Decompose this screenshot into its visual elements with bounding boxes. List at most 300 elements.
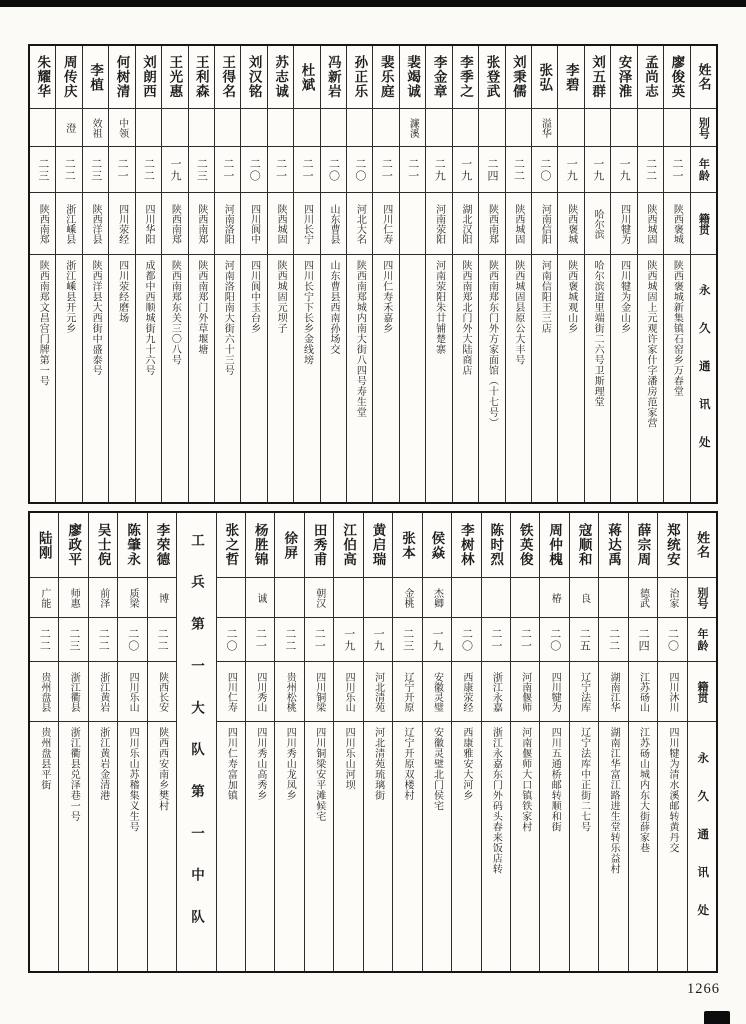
name-cell xyxy=(162,46,187,108)
name-text: 张之哲 xyxy=(223,523,239,567)
address-cell xyxy=(373,254,398,502)
native-cell xyxy=(658,661,686,721)
native-cell xyxy=(241,192,266,254)
name-cell xyxy=(305,513,333,577)
address-text: 浙江衢县兑泽巷一号 xyxy=(68,727,80,822)
alias-cell xyxy=(30,577,58,617)
native-cell xyxy=(506,192,531,254)
native-text: 四川荥经 xyxy=(116,203,128,244)
alias-cell xyxy=(373,108,398,146)
age-cell xyxy=(373,146,398,192)
person-column xyxy=(274,513,303,971)
address-cell xyxy=(540,721,568,971)
address-cell xyxy=(688,721,716,971)
age-text: 一九 xyxy=(591,157,604,182)
person-column xyxy=(161,46,187,502)
name-cell xyxy=(189,46,214,108)
address-text: 四川长宁下长乡金线塝 xyxy=(301,260,313,365)
native-text: 浙江衢县 xyxy=(68,671,80,712)
person-column xyxy=(245,513,274,971)
age-cell xyxy=(215,146,240,192)
person-column xyxy=(422,513,451,971)
native-cell xyxy=(393,661,421,721)
name-cell xyxy=(268,46,293,108)
alias-cell xyxy=(275,577,303,617)
name-cell xyxy=(506,46,531,108)
alias-text: 别号 xyxy=(695,586,708,609)
alias-cell xyxy=(56,108,81,146)
roster-table-bottom xyxy=(28,511,718,973)
address-text: 四川五通桥邮转顺和街 xyxy=(549,727,561,832)
alias-cell xyxy=(241,108,266,146)
address-text: 西康雅安大河乡 xyxy=(460,727,472,801)
native-cell xyxy=(83,192,108,254)
age-text: 二一 xyxy=(670,157,683,182)
alias-cell xyxy=(691,108,716,146)
age-text: 二一 xyxy=(313,627,326,652)
address-cell xyxy=(30,254,55,502)
native-cell xyxy=(268,192,293,254)
address-cell xyxy=(585,254,610,502)
age-text: 二二 xyxy=(97,627,110,652)
alias-cell xyxy=(136,108,161,146)
native-cell xyxy=(532,192,557,254)
native-cell xyxy=(334,661,362,721)
address-text: 四川仁寿禾嘉乡 xyxy=(380,260,392,334)
alias-text: 师惠 xyxy=(68,587,80,608)
alias-cell xyxy=(215,108,240,146)
name-cell xyxy=(334,513,362,577)
native-text: 河北清苑 xyxy=(372,671,384,712)
age-text: 二一 xyxy=(489,627,502,652)
age-cell xyxy=(321,146,346,192)
name-text: 廖政平 xyxy=(66,523,82,567)
address-text: 陕西南郑门外草堰塘 xyxy=(195,260,207,355)
alias-cell xyxy=(59,577,87,617)
age-text: 二一 xyxy=(519,627,532,652)
age-cell xyxy=(347,146,372,192)
native-text: 四川仁寿 xyxy=(380,203,392,244)
address-cell xyxy=(426,254,451,502)
address-text: 陕西褒城新集镇石窑乡万春堂 xyxy=(671,260,683,397)
native-cell xyxy=(59,661,87,721)
age-text: 二二 xyxy=(644,157,657,182)
native-text: 河南荥阳 xyxy=(433,203,445,244)
address-cell xyxy=(400,254,425,502)
address-cell xyxy=(217,721,245,971)
address-text: 辽宁法库中正街二七号 xyxy=(578,727,590,832)
person-column xyxy=(30,513,58,971)
person-column xyxy=(452,46,478,502)
age-cell xyxy=(691,146,716,192)
name-cell xyxy=(30,46,55,108)
native-cell xyxy=(373,192,398,254)
address-text: 陕西西安南乡樊村 xyxy=(156,727,168,811)
age-text: 二〇 xyxy=(460,627,473,652)
native-text: 陕西城固 xyxy=(512,203,524,244)
scan-edge-artifact-top xyxy=(0,0,746,7)
native-text: 山东曹县 xyxy=(327,203,339,244)
name-text: 李树林 xyxy=(458,523,474,567)
address-cell xyxy=(241,254,266,502)
alias-cell xyxy=(511,577,539,617)
age-cell xyxy=(506,146,531,192)
age-cell xyxy=(109,146,134,192)
address-cell xyxy=(189,254,214,502)
name-cell xyxy=(321,46,346,108)
name-text: 刘秉儒 xyxy=(510,55,526,99)
name-cell xyxy=(629,513,657,577)
native-cell xyxy=(453,192,478,254)
address-text: 贵州盘县平街 xyxy=(38,727,50,790)
person-column xyxy=(610,46,636,502)
age-text: 二〇 xyxy=(126,627,139,652)
name-text: 侯焱 xyxy=(429,530,445,560)
age-cell xyxy=(688,617,716,661)
age-cell xyxy=(148,617,176,661)
address-text: 陕西城固上元观许家什字潘房范家营 xyxy=(645,260,656,428)
person-column xyxy=(240,46,266,502)
unit-label-text: 工兵第一大队第一中队 xyxy=(188,532,204,952)
name-text: 杜斌 xyxy=(299,62,315,92)
age-cell xyxy=(30,146,55,192)
native-text: 辽宁开原 xyxy=(402,671,414,712)
address-text: 浙江永嘉东门外码头春来饭店转 xyxy=(490,727,502,874)
address-text: 哈尔滨道里端街二六号卫斯理堂 xyxy=(592,260,604,407)
address-cell xyxy=(268,254,293,502)
age-cell xyxy=(59,617,87,661)
address-text: 浙江嵊县开元乡 xyxy=(63,260,75,334)
native-text: 浙江嵊县 xyxy=(63,203,75,244)
address-text: 四川犍为清水溪邮转黄丹交 xyxy=(666,727,678,853)
name-cell xyxy=(294,46,319,108)
name-cell xyxy=(217,513,245,577)
age-cell xyxy=(162,146,187,192)
name-text: 田秀甫 xyxy=(311,523,327,567)
name-text: 刘朗西 xyxy=(140,55,156,99)
age-cell xyxy=(423,617,451,661)
alias-text: 诚 xyxy=(254,592,266,603)
address-text: 四川乐山苏稽集义生号 xyxy=(127,727,139,832)
alias-cell xyxy=(426,108,451,146)
alias-text: 德武 xyxy=(637,587,649,608)
name-cell xyxy=(691,46,716,108)
person-column xyxy=(333,513,362,971)
name-text: 姓名 xyxy=(696,63,712,91)
name-cell xyxy=(688,513,716,577)
age-text: 一九 xyxy=(459,157,472,182)
address-cell xyxy=(30,721,58,971)
name-text: 李荣德 xyxy=(154,523,170,567)
native-cell xyxy=(570,661,598,721)
alias-text: 质梁 xyxy=(127,587,139,608)
person-column xyxy=(216,513,245,971)
address-text: 陕西城固元坝子 xyxy=(275,260,287,334)
native-text: 哈尔滨 xyxy=(592,208,604,239)
person-column xyxy=(320,46,346,502)
person-column xyxy=(147,513,176,971)
person-column xyxy=(372,46,398,502)
native-text: 辽宁法库 xyxy=(578,671,590,712)
address-cell xyxy=(89,721,117,971)
name-text: 何树清 xyxy=(114,55,130,99)
native-text: 安徽灵璧 xyxy=(431,671,443,712)
age-text: 一九 xyxy=(431,627,444,652)
alias-text: 广能 xyxy=(38,587,50,608)
alias-cell xyxy=(400,108,425,146)
age-cell xyxy=(56,146,81,192)
native-cell xyxy=(426,192,451,254)
address-cell xyxy=(136,254,161,502)
alias-cell xyxy=(109,108,134,146)
name-cell xyxy=(241,46,266,108)
native-text: 四川乐山 xyxy=(127,671,139,712)
address-text: 陕西褒城观山乡 xyxy=(565,260,577,334)
age-text: 二一 xyxy=(274,157,287,182)
name-text: 孟尚志 xyxy=(642,55,658,99)
name-text: 张弘 xyxy=(537,62,553,92)
address-cell xyxy=(658,721,686,971)
name-text: 朱耀华 xyxy=(35,55,51,99)
native-cell xyxy=(423,661,451,721)
roster-content xyxy=(28,44,718,973)
unit-label-cell xyxy=(177,513,215,971)
name-text: 刘汉铭 xyxy=(246,55,262,99)
age-text: 二三 xyxy=(89,157,102,182)
native-text: 西康荥经 xyxy=(460,671,472,712)
name-cell xyxy=(364,513,392,577)
person-column xyxy=(117,513,146,971)
age-text: 二四 xyxy=(486,157,499,182)
native-cell xyxy=(136,192,161,254)
name-cell xyxy=(393,513,421,577)
age-cell xyxy=(585,146,610,192)
native-cell xyxy=(189,192,214,254)
age-text: 二〇 xyxy=(666,627,679,652)
native-cell xyxy=(162,192,187,254)
age-cell xyxy=(638,146,663,192)
address-text: 河南荥阳朱廿铺楚寨 xyxy=(433,260,445,355)
name-text: 铁英俊 xyxy=(517,523,533,567)
address-text: 四川铜梁安平滩候宅 xyxy=(313,727,325,822)
native-text: 河南偃师 xyxy=(519,671,531,712)
address-text: 四川秀山高秀乡 xyxy=(254,727,266,801)
native-cell xyxy=(321,192,346,254)
native-cell xyxy=(364,661,392,721)
address-cell xyxy=(453,254,478,502)
address-cell xyxy=(599,721,627,971)
age-text: 二三 xyxy=(401,627,414,652)
native-text: 陕西洋县 xyxy=(90,203,102,244)
address-text: 辽宁开原双楼村 xyxy=(402,727,414,801)
age-cell xyxy=(558,146,583,192)
address-cell xyxy=(321,254,346,502)
age-cell xyxy=(532,146,557,192)
name-cell xyxy=(426,46,451,108)
person-column xyxy=(88,513,117,971)
age-text: 二〇 xyxy=(248,157,261,182)
native-cell xyxy=(148,661,176,721)
name-cell xyxy=(89,513,117,577)
address-text: 四川犍为金山乡 xyxy=(618,260,630,334)
native-text: 贵州松桃 xyxy=(284,671,296,712)
age-cell xyxy=(334,617,362,661)
name-cell xyxy=(400,46,425,108)
address-text: 陕西城固县原公大丰号 xyxy=(512,260,524,365)
name-cell xyxy=(30,513,58,577)
native-cell xyxy=(305,661,333,721)
address-text: 河北清苑琉璃街 xyxy=(372,727,384,801)
name-cell xyxy=(611,46,636,108)
native-cell xyxy=(347,192,372,254)
name-text: 廖俊英 xyxy=(669,55,685,99)
age-text: 一九 xyxy=(168,157,181,182)
name-text: 裴竭诚 xyxy=(405,55,421,99)
age-cell xyxy=(482,617,510,661)
person-column xyxy=(363,513,392,971)
native-text: 河南洛阳 xyxy=(222,203,234,244)
address-text: 四川阆中玉台乡 xyxy=(248,260,260,334)
age-text: 二二 xyxy=(156,627,169,652)
name-text: 周仲槐 xyxy=(547,523,563,567)
age-cell xyxy=(275,617,303,661)
age-cell xyxy=(664,146,689,192)
address-text: 河南洛阳南大街六十三号 xyxy=(222,260,234,376)
name-cell xyxy=(453,46,478,108)
alias-cell xyxy=(83,108,108,146)
person-column xyxy=(188,46,214,502)
name-cell xyxy=(570,513,598,577)
name-text: 寇顺和 xyxy=(576,523,592,567)
address-cell xyxy=(511,721,539,971)
name-text: 江伯高 xyxy=(341,523,357,567)
alias-cell xyxy=(334,577,362,617)
address-cell xyxy=(570,721,598,971)
person-column xyxy=(293,46,319,502)
name-text: 黄启瑞 xyxy=(370,523,386,567)
alias-cell xyxy=(611,108,636,146)
address-cell xyxy=(452,721,480,971)
name-text: 陈时烈 xyxy=(488,523,504,567)
age-cell xyxy=(611,146,636,192)
alias-text: 治家 xyxy=(666,587,678,608)
age-cell xyxy=(629,617,657,661)
address-text: 陕西南郑东门外方家面馆（十七号） xyxy=(486,260,498,428)
name-text: 刘五群 xyxy=(590,55,606,99)
age-text: 一九 xyxy=(372,627,385,652)
age-cell xyxy=(393,617,421,661)
address-cell xyxy=(423,721,451,971)
name-cell xyxy=(56,46,81,108)
native-text: 陕西城固 xyxy=(645,203,656,244)
address-cell xyxy=(294,254,319,502)
name-cell xyxy=(658,513,686,577)
row-header-column xyxy=(690,46,716,502)
person-column xyxy=(481,513,510,971)
alias-text: 良 xyxy=(578,592,590,603)
native-text: 陕西褒城 xyxy=(565,203,577,244)
native-text: 河南信阳 xyxy=(539,203,551,244)
address-cell xyxy=(664,254,689,502)
age-cell xyxy=(479,146,504,192)
alias-cell xyxy=(364,577,392,617)
age-text: 年龄 xyxy=(695,627,708,652)
name-text: 周传庆 xyxy=(61,55,77,99)
page-number: 1266 xyxy=(687,981,720,997)
age-cell xyxy=(511,617,539,661)
age-cell xyxy=(364,617,392,661)
native-text: 籍贯 xyxy=(697,212,710,235)
native-text: 四川华阳 xyxy=(142,203,154,244)
age-cell xyxy=(294,146,319,192)
age-text: 二二 xyxy=(283,627,296,652)
name-text: 杨胜锦 xyxy=(252,523,268,567)
person-column xyxy=(135,46,161,502)
native-cell xyxy=(30,192,55,254)
person-column xyxy=(663,46,689,502)
name-cell xyxy=(373,46,398,108)
alias-cell xyxy=(570,577,598,617)
alias-cell xyxy=(268,108,293,146)
address-cell xyxy=(506,254,531,502)
address-text: 河南偃师大口镇铁家村 xyxy=(519,727,531,832)
age-cell xyxy=(83,146,108,192)
native-text: 四川仁寿 xyxy=(225,671,237,712)
name-text: 苏志诚 xyxy=(273,55,289,99)
native-cell xyxy=(558,192,583,254)
person-column xyxy=(304,513,333,971)
name-cell xyxy=(246,513,274,577)
name-cell xyxy=(452,513,480,577)
age-cell xyxy=(400,146,425,192)
alias-text: 中领 xyxy=(116,117,128,138)
native-cell xyxy=(275,661,303,721)
name-text: 郑统安 xyxy=(664,523,680,567)
address-text: 山东曹县西南孙场交 xyxy=(327,260,339,355)
name-text: 王利森 xyxy=(193,55,209,99)
native-cell xyxy=(56,192,81,254)
address-text: 安徽灵璧北门侯宅 xyxy=(431,727,443,811)
age-text: 二二 xyxy=(142,157,155,182)
native-text: 四川犍为 xyxy=(618,203,630,244)
alias-cell xyxy=(585,108,610,146)
alias-text: 椿 xyxy=(549,592,561,603)
alias-cell xyxy=(321,108,346,146)
name-text: 吴士倪 xyxy=(95,523,111,567)
name-cell xyxy=(423,513,451,577)
name-cell xyxy=(540,513,568,577)
person-column xyxy=(451,513,480,971)
age-text: 二〇 xyxy=(353,157,366,182)
age-cell xyxy=(599,617,627,661)
native-text: 四川犍为 xyxy=(549,671,561,712)
name-text: 薛宗周 xyxy=(635,523,651,567)
alias-cell xyxy=(506,108,531,146)
person-column xyxy=(58,513,87,971)
age-text: 二〇 xyxy=(548,627,561,652)
name-text: 陆刚 xyxy=(36,530,52,560)
age-cell xyxy=(570,617,598,661)
person-column xyxy=(55,46,81,502)
age-text: 年龄 xyxy=(697,157,710,182)
name-text: 安泽淮 xyxy=(616,55,632,99)
alias-cell xyxy=(658,577,686,617)
address-cell xyxy=(246,721,274,971)
age-cell xyxy=(453,146,478,192)
age-cell xyxy=(241,146,266,192)
name-text: 陈肇永 xyxy=(125,523,141,567)
address-cell xyxy=(83,254,108,502)
